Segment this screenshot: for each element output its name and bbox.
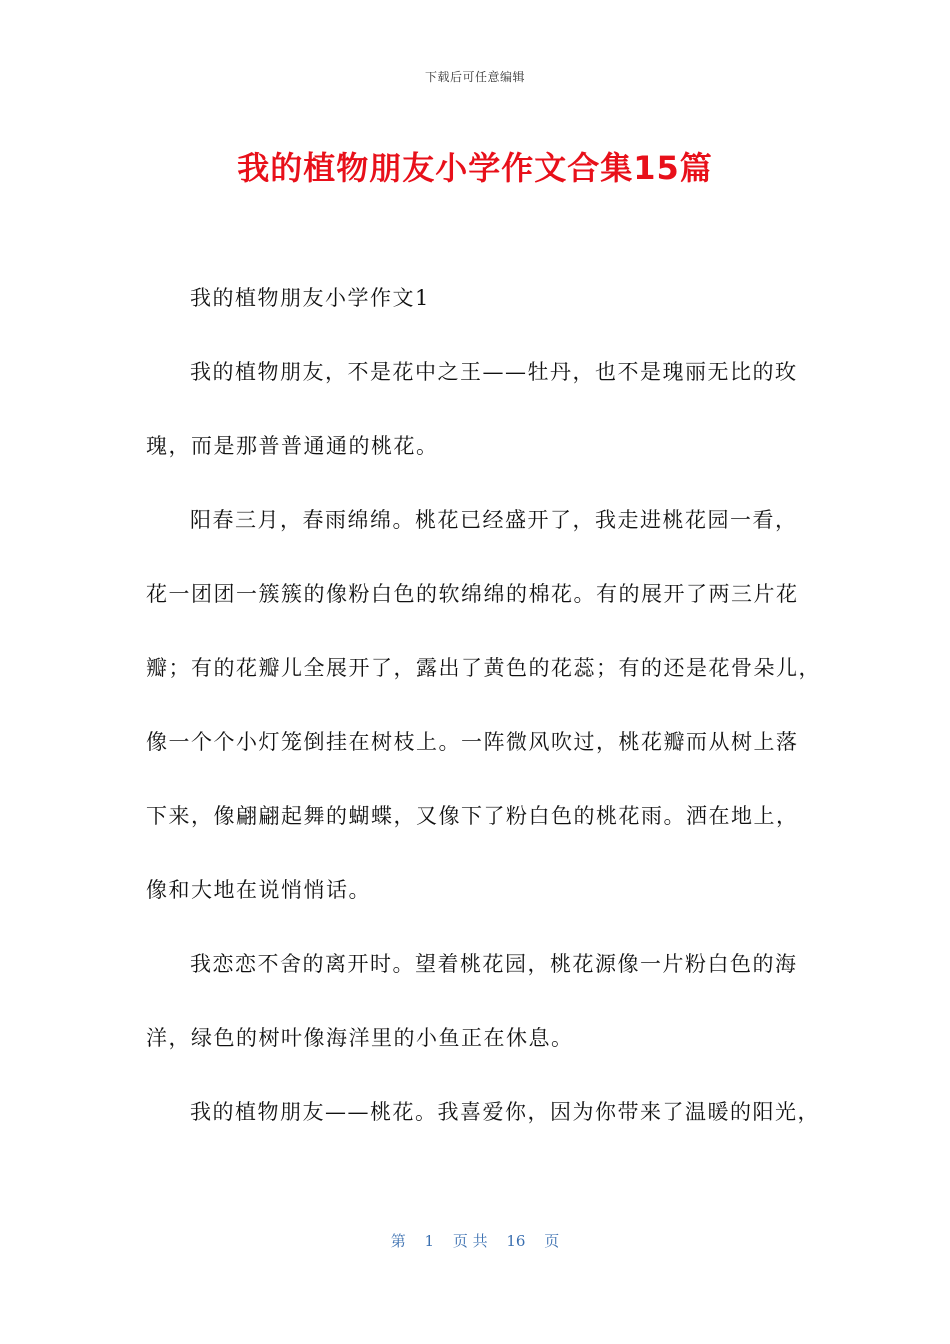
total-pages-number: 16 [506,1232,526,1250]
body-line: 像一个个小灯笼倒挂在树枝上。一阵微风吹过，桃花瓣而从树上落 [146,730,799,754]
document-body [146,280,821,1168]
body-line: 洋，绿色的树叶像海洋里的小鱼正在休息。 [146,1026,574,1050]
current-page-number: 1 [424,1232,435,1250]
footer-prefix: 第 [390,1232,406,1250]
body-line: 我的植物朋友——桃花。我喜爱你，因为你带来了温暖的阳光， [190,1100,820,1124]
body-line: 我恋恋不舍的离开时。望着桃花园，桃花源像一片粉白色的海 [190,952,798,976]
header-note: 下载后可任意编辑 [424,70,525,84]
footer-mid: 页 共 [452,1232,488,1250]
body-line: 我的植物朋友小学作文1 [190,286,430,310]
body-line: 我的植物朋友，不是花中之王——牡丹，也不是瑰丽无比的玫 [190,360,798,384]
footer-suffix: 页 [544,1232,560,1250]
body-line: 瑰，而是那普普通通的桃花。 [146,434,439,458]
body-line: 瓣；有的花瓣儿全展开了，露出了黄色的花蕊；有的还是花骨朵儿， [146,656,821,680]
body-line: 像和大地在说悄悄话。 [146,878,371,902]
body-line: 下来，像翩翩起舞的蝴蝶，又像下了粉白色的桃花雨。洒在地上， [146,804,799,828]
body-line: 阳春三月，春雨绵绵。桃花已经盛开了，我走进桃花园一看， [190,508,798,532]
body-line: 花一团团一簇簇的像粉白色的软绵绵的棉花。有的展开了两三片花 [146,582,799,606]
document-title: 我的植物朋友小学作文合集15篇 [237,149,713,187]
page-footer [0,1230,950,1251]
